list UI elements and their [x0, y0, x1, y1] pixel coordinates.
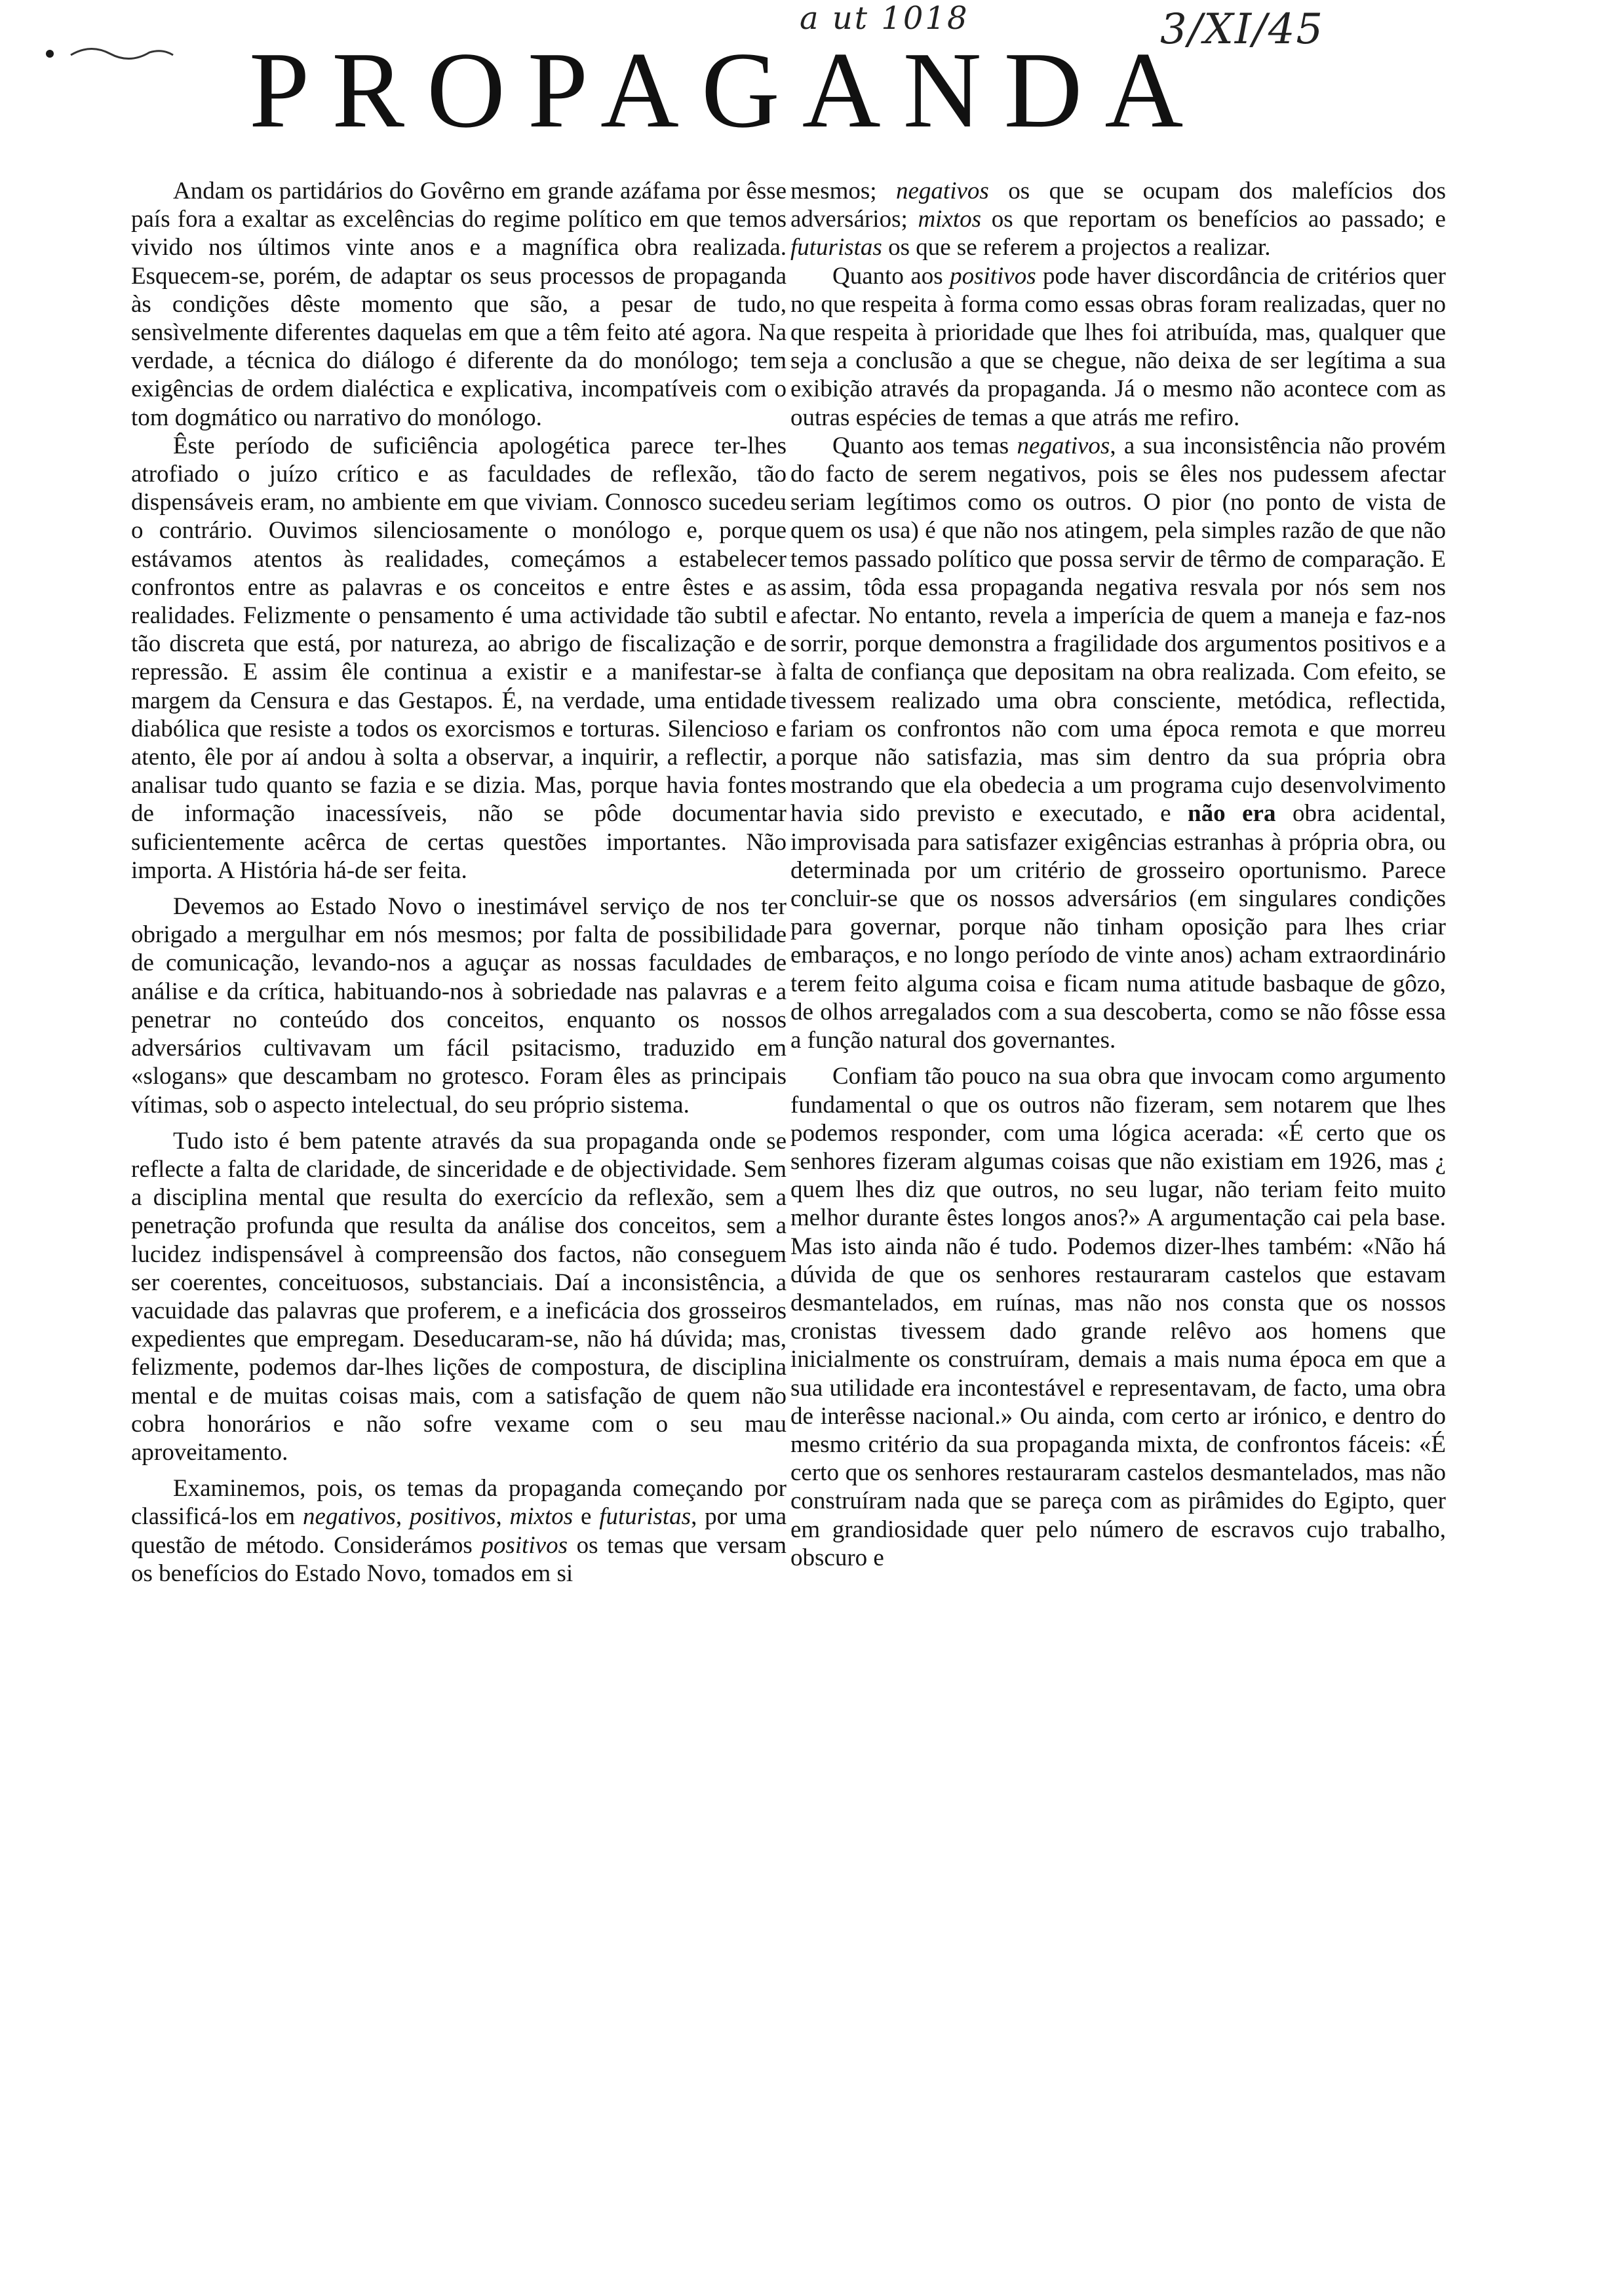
- text-run: Quanto aos: [832, 262, 950, 290]
- paragraph: [790, 432, 1446, 1054]
- emphasis: negativos: [896, 178, 989, 204]
- emphasis: mixtos: [918, 206, 982, 233]
- text-run: ,: [395, 1503, 410, 1531]
- emphasis: negativos: [1017, 432, 1110, 459]
- text-run: obra acidental, improvisada para satisfazer exigências estranhas à própria obra, ou determinada por um critério de grosseiro oportunismo. Parece concluir-se que os nossos adversários (em singulares condições para governar, porque não tinham oposição para lhes criar embaraços, e no longo período de vinte anos) acham extraordinário terem feito alguma coisa e ficam numa atitude basbaque de gôzo, de olhos arregalados com a sua descoberta, como se não fôsse essa a função natural dos governantes.: [790, 800, 1446, 1054]
- bold-text: não era: [1188, 800, 1276, 828]
- right-column: [790, 177, 1446, 1572]
- handwritten-date: 3/XI/45: [1160, 5, 1325, 54]
- text-run: , a sua inconsistência não provém do facto de serem negativos, pois se êles nos pudessem afectar seriam legítimos como os outros. O pior (no ponto de vista de quem os usa) é que não nos atingem, pela simples razão de que não temos passado político que possa servir de têrmo de comparação. E assim, tôda essa propaganda negativa resvala por nós sem nos afectar. No entanto, revela a imperícia de quem a maneja e faz-nos sorrir, porque demonstra a fragilidade dos argumentos positivos e a falta de confiança que depositam na obra realizada. Com efeito, se tivessem realizado uma obra consciente, metódica, reflectida, fariam os confrontos não com uma época remota e que morreu porque não satisfazia, mas sim dentro da sua própria obra mostrando que ela obedecia a um programa cujo desenvolvimento havia sido previsto e executado, e: [790, 432, 1447, 828]
- text-run: os que reportam os benefícios ao passado; e: [981, 206, 1446, 233]
- paragraph: [131, 1474, 787, 1588]
- text-run: os que se referem a projectos a realizar.: [882, 234, 1271, 261]
- text-run: Examinemos, pois, os temas da propaganda começando por classificá-los em: [131, 1475, 787, 1531]
- text-run: Quanto aos temas: [832, 432, 1017, 459]
- emphasis: futuristas: [599, 1503, 691, 1531]
- paragraph: [790, 177, 1446, 262]
- handwritten-annotation: a ut 1018: [800, 0, 969, 37]
- emphasis: positivos: [950, 262, 1036, 290]
- paragraph: Confiam tão pouco na sua obra que invocam como argumento fundamental o que os outros não fizeram, sem notarem que lhes podemos responder, com uma lógica acerada: «É certo que os senhores fizeram algumas coisas que não existiam em 1926, mas ¿ quem lhes diz que outros, no seu lugar, não teriam feito muito melhor durante êstes longos anos?» A argumentação cai pela base. Mas isto ainda não é tudo. Podemos dizer-lhes também: «Não há dúvida de que os senhores restauraram castelos que estavam desmantelados, em ruínas, mas não nos consta que os nossos cronistas tivessem dado grande relêvo aos homens que inicialmente os construíram, demais a mais numa época em que a sua utilidade era incontestável e representavam, de facto, uma obra de interêsse nacional.» Ou ainda, com certo ar irónico, e dentro do mesmo critério da sua propaganda mixta, de confrontos fáceis: «É certo que os senhores restauraram castelos desmantelados, mas não construíram nada que se pareça com as pirâmides do Egipto, quer em grandiosidade quer pelo número de escravos cujo trabalho, obscuro e: [790, 1063, 1446, 1571]
- text-run: e: [573, 1503, 600, 1531]
- emphasis: positivos: [409, 1503, 496, 1531]
- text-run: os que se ocupam dos malefícios dos adversários;: [790, 178, 1447, 233]
- emphasis: positivos: [481, 1531, 568, 1559]
- paragraph: Andam os partidários do Govêrno em grande azáfama por êsse país fora a exaltar as excelências do regime político em que temos vivido nos últimos vinte anos e a magnífica obra realizada. Esquecem-se, porém, de adaptar os seus processos de propaganda às condições dêste momento que são, a pesar de tudo, sensìvelmente diferentes daquelas em que a têm feito até agora. Na verdade, a técnica do diálogo é diferente da do monólogo; tem exigências de ordem dialéctica e explicativa, incompatíveis com o tom dogmático ou narrativo do monólogo.: [131, 178, 787, 431]
- handwritten-scribble: [45, 41, 176, 67]
- emphasis: mixtos: [509, 1503, 574, 1531]
- text-run: mesmos;: [790, 178, 896, 204]
- paragraph: Devemos ao Estado Novo o inestimável serviço de nos ter obrigado a mergulhar em nós mesmos; por falta de possibilidade de comunicação, levando-nos a aguçar as nossas faculdades de análise e da crítica, habituando-nos à sobriedade nas palavras e a penetrar no conteúdo dos conceitos, enquanto os nossos adversários cultivavam um fácil psitacismo, traduzido em «slogans» que descambam no grotesco. Foram êles as principais vítimas, sob o aspecto intelectual, do seu próprio sistema.: [131, 893, 787, 1119]
- text-run: os temas que versam os benefícios do Estado Novo, tomados em si: [131, 1531, 787, 1587]
- emphasis: futuristas: [790, 234, 882, 261]
- text-run: ,: [496, 1503, 510, 1531]
- text-run: pode haver discordância de critérios quer no que respeita à forma como essas obras foram realizadas, quer no que respeita à prioridade que lhes foi atribuída, mas, qualquer que seja a conclusão a que se chegue, não deixa de ser legítima a sua exibição através da propaganda. Já o mesmo não acontece com as outras espécies de temas a que atrás me refiro.: [790, 262, 1446, 431]
- paragraph: [790, 262, 1446, 432]
- page-title: PROPAGANDA: [249, 29, 1206, 150]
- left-column: [131, 177, 787, 1588]
- paragraph: Êste período de suficiência apologética parece ter-lhes atrofiado o juízo crítico e as faculdades de reflexão, tão dispensáveis eram, no ambiente em que viviam. Connosco sucedeu o contrário. Ouvimos silenciosamente o monólogo e, porque estávamos atentos às realidades, começámos a estabelecer confrontos entre as palavras e os conceitos e entre êstes e as realidades. Felizmente o pensamento é uma actividade tão subtil e tão discreta que está, por natureza, ao abrigo de fiscalização e de repressão. E assim êle continua a existir e a manifestar-se à margem da Censura e das Gestapos. É, na verdade, uma entidade diabólica que resiste a todos os exorcismos e torturas. Silencioso e atento, êle por aí andou à solta a observar, a inquirir, a reflectir, a analisar tudo quanto se fazia e se dizia. Mas, porque havia fontes de informação inacessíveis, não se pôde documentar suficientemente acêrca de certas questões importantes. Não importa. A História há-de ser feita.: [131, 432, 787, 884]
- paragraph: Tudo isto é bem patente através da sua propaganda onde se reflecte a falta de claridade, de sinceridade e de objectividade. Sem a disciplina mental que resulta do exercício da reflexão, sem a penetração profunda que resulta da análise dos conceitos, sem a lucidez indispensável à compreensão dos factos, não conseguem ser coerentes, conceituosos, substanciais. Daí a inconsistência, a vacuidade das palavras que proferem, e a ineficácia dos grosseiros expedientes que empregam. Deseducaram-se, não há dúvida; mas, felizmente, podemos dar-lhes lições de compostura, de disciplina mental e de muitas coisas mais, com a satisfação de quem não cobra honorários e não sofre vexame com o seu mau aproveitamento.: [131, 1127, 787, 1466]
- text-run: , por uma questão de método. Considerámos: [131, 1503, 787, 1559]
- emphasis: negativos: [303, 1503, 396, 1531]
